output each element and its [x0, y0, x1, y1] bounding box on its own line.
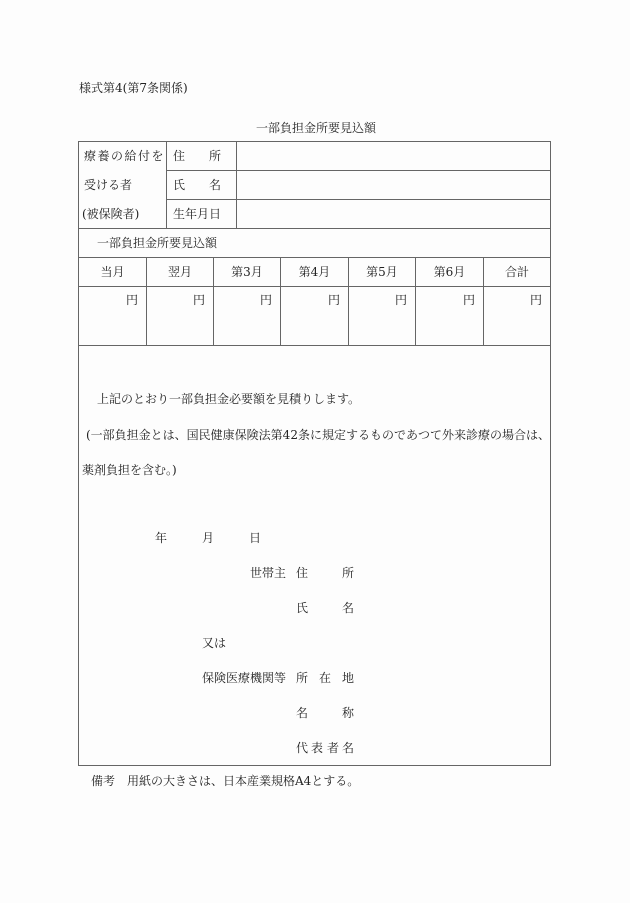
insured-label-line2: 受ける者: [84, 178, 133, 192]
name-input[interactable]: [237, 171, 549, 198]
amount-cell-total[interactable]: [484, 287, 550, 345]
representative-label-1: 代: [296, 741, 309, 755]
yen-unit: 円: [259, 293, 272, 307]
location-label-1: 所: [296, 671, 309, 685]
yen-unit: 円: [462, 293, 475, 307]
note-line-2: 薬剤負担を含む。): [82, 463, 177, 477]
note-line-1: (一部負担金とは、国民健康保険法第42条に規定するものであつて外来診療の場合は、: [86, 428, 550, 442]
date-day-label: 日: [249, 531, 262, 545]
date-year-label: 年: [155, 531, 168, 545]
field-label-birthdate: 生年月日: [173, 207, 222, 221]
representative-label-2: 表: [311, 741, 324, 755]
month-header-next: 翌月: [167, 265, 192, 279]
amount-cell-4[interactable]: [281, 287, 348, 345]
institution-name-label-b: 称: [342, 706, 355, 720]
field-label-address: 住 所: [173, 149, 222, 163]
birthdate-input[interactable]: [237, 200, 549, 227]
date-month-label: 月: [202, 531, 215, 545]
yen-unit: 円: [192, 293, 205, 307]
remarks-text: 備考 用紙の大きさは、日本産業規格A4とする。: [91, 774, 360, 788]
institution-name-label-a: 名: [296, 706, 309, 720]
yen-unit: 円: [327, 293, 340, 307]
location-label-3: 地: [342, 671, 355, 685]
insured-label-line3: (被保険者): [82, 207, 140, 221]
statement-text: 上記のとおり一部負担金必要額を見積りします。: [97, 392, 361, 406]
or-label: 又は: [202, 636, 227, 650]
estimate-section-label: 一部負担金所要見込額: [97, 236, 218, 250]
amount-cell-6[interactable]: [416, 287, 483, 345]
month-header-4: 第4月: [298, 265, 331, 279]
hoh-address-label-a: 住: [296, 566, 309, 580]
month-header-6: 第6月: [433, 265, 466, 279]
amount-cell-current[interactable]: [79, 287, 146, 345]
form-title: 一部負担金所要見込額: [256, 121, 377, 135]
form-reference: 様式第4(第7条関係): [79, 81, 188, 95]
yen-unit: 円: [125, 293, 138, 307]
field-label-name: 氏 名: [173, 178, 222, 192]
address-input[interactable]: [237, 142, 549, 169]
month-header-current: 当月: [100, 265, 125, 279]
yen-unit: 円: [529, 293, 542, 307]
amount-cell-next[interactable]: [147, 287, 213, 345]
hoh-name-label-b: 名: [342, 601, 355, 615]
insured-label-line1: 療養の給付を: [84, 149, 166, 163]
month-header-3: 第3月: [231, 265, 263, 279]
head-of-household-label: 世帯主: [250, 566, 287, 580]
representative-label-4: 名: [342, 741, 355, 755]
institution-label: 保険医療機関等: [202, 671, 287, 685]
month-header-total: 合計: [504, 265, 529, 279]
hoh-name-label-a: 氏: [296, 601, 309, 615]
amount-cell-3[interactable]: [214, 287, 280, 345]
month-header-5: 第5月: [366, 265, 398, 279]
yen-unit: 円: [394, 293, 407, 307]
representative-label-3: 者: [327, 741, 340, 755]
hoh-address-label-b: 所: [342, 566, 355, 580]
amount-cell-5[interactable]: [349, 287, 415, 345]
location-label-2: 在: [319, 671, 332, 685]
